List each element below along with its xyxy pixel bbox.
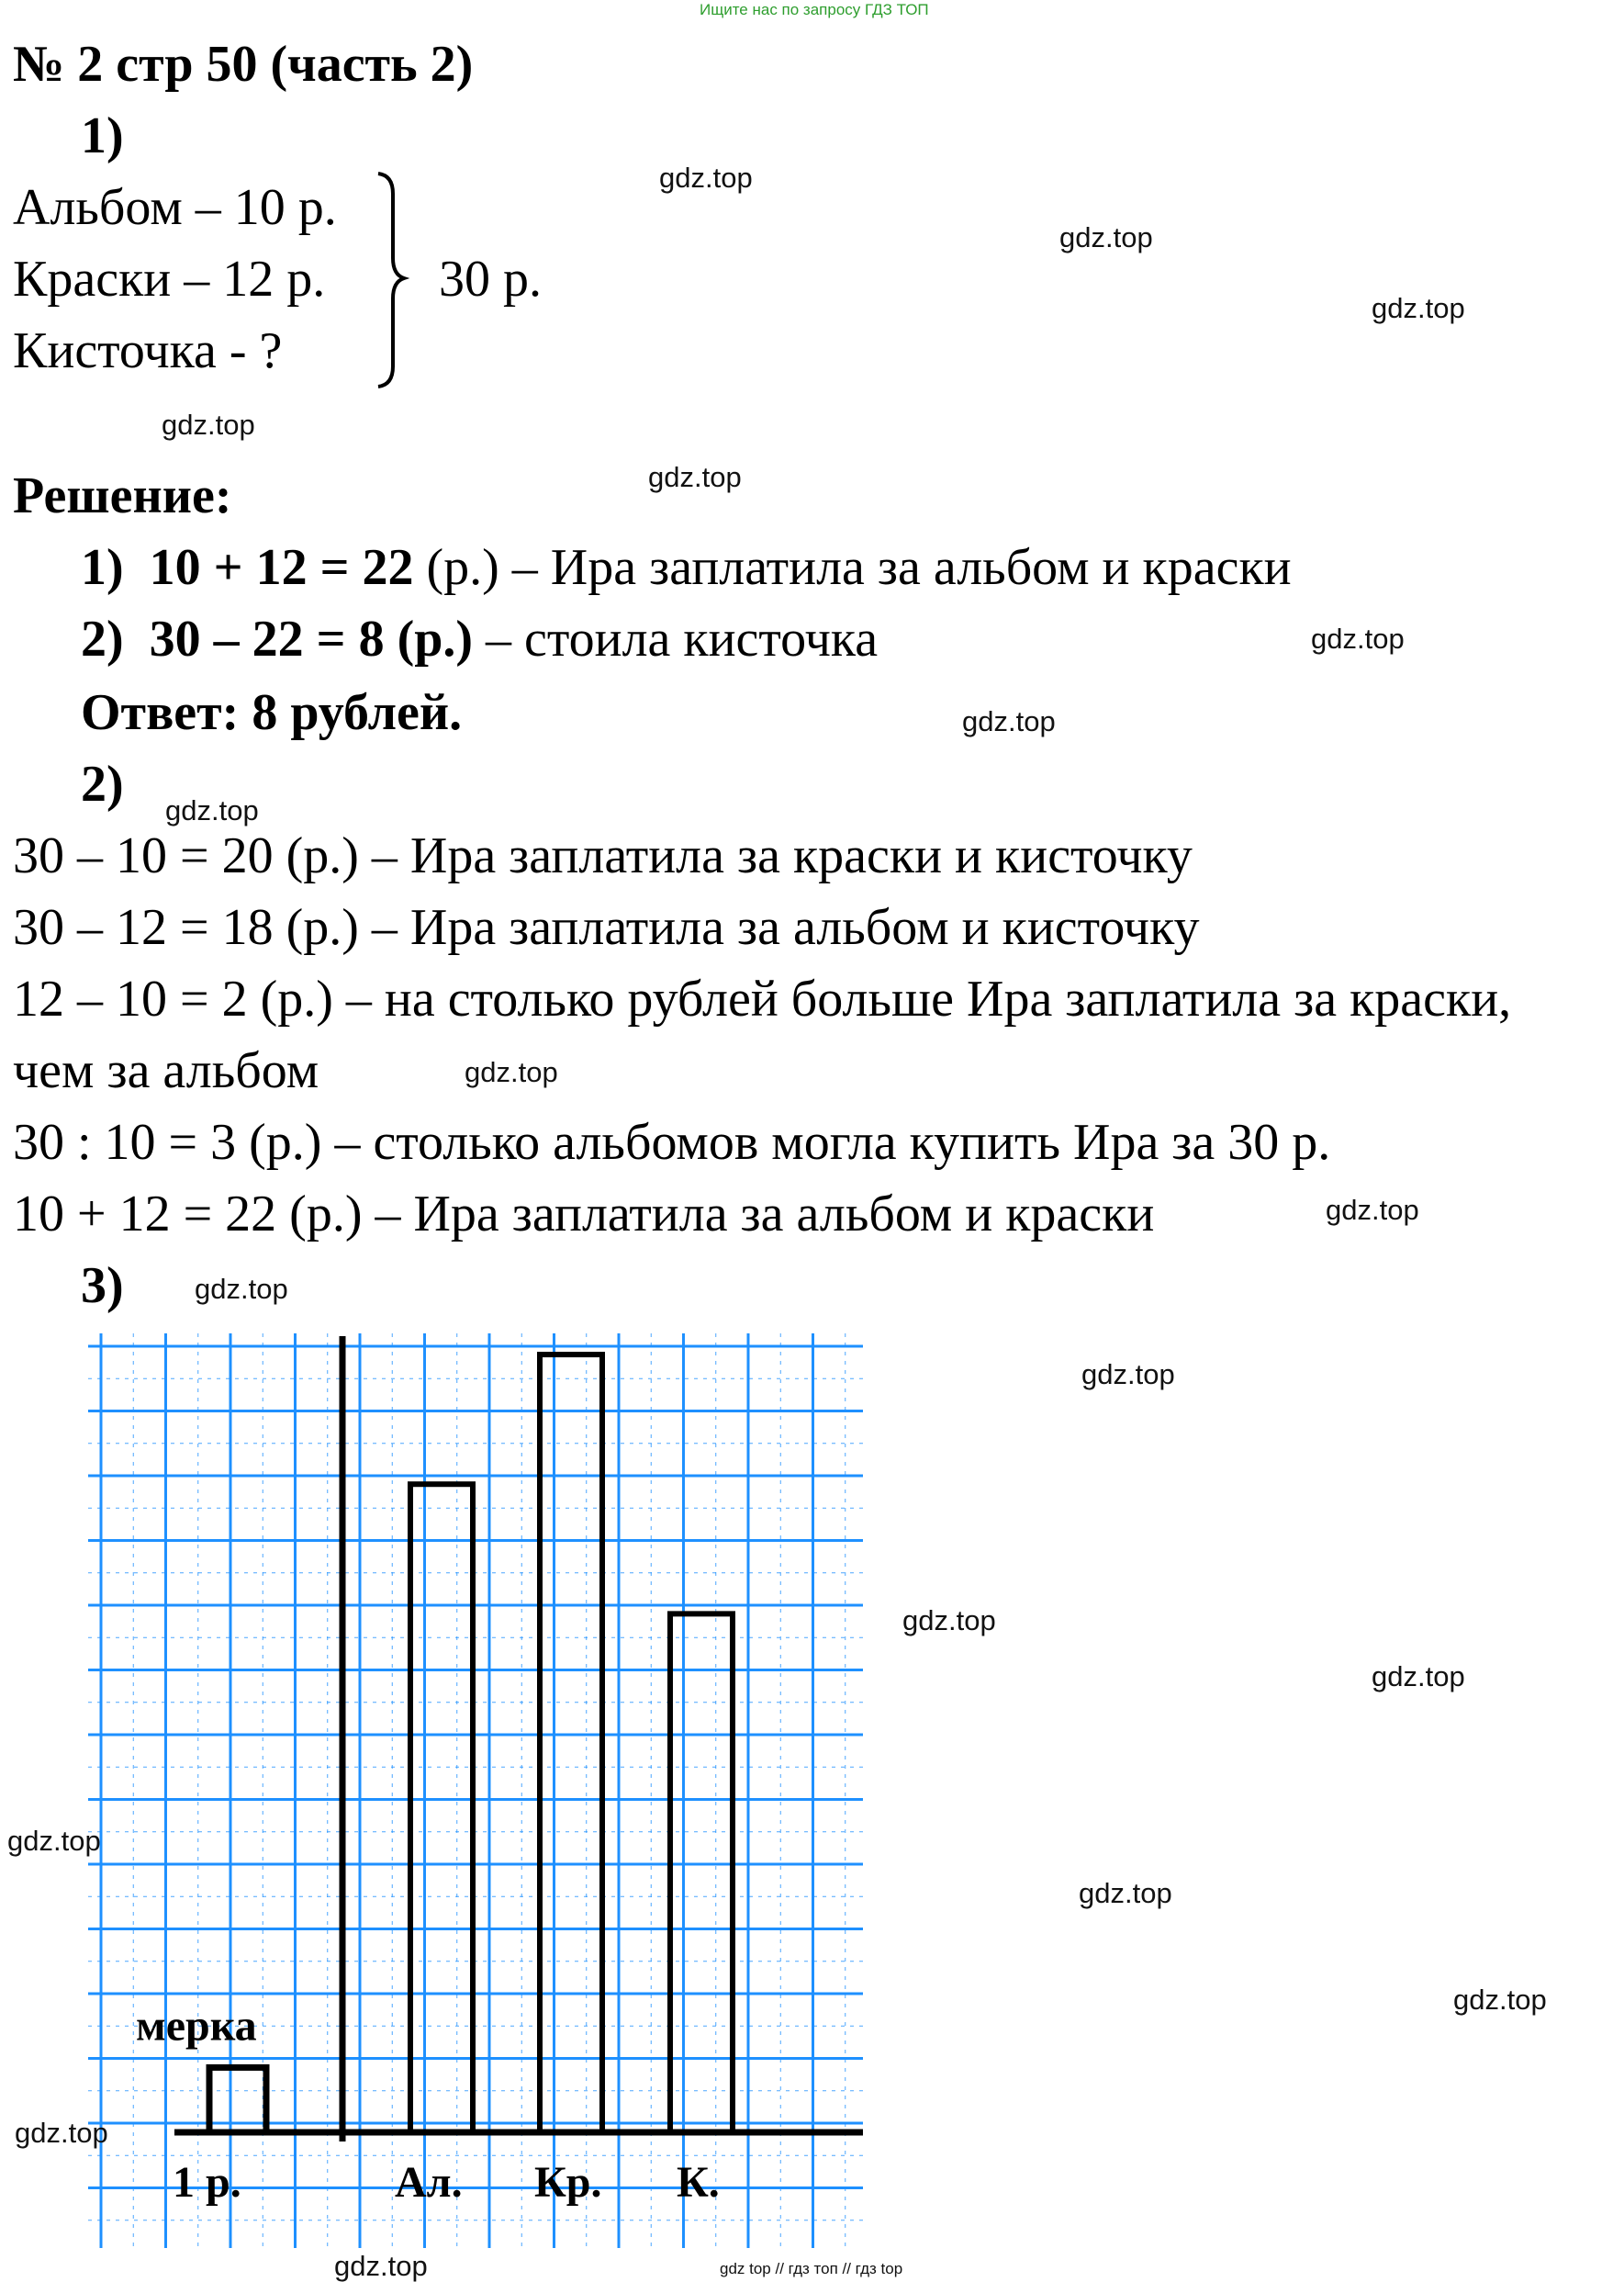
watermark: gdz.top [1079,1877,1172,1909]
bar-1 [410,1484,473,2132]
part1-label: 1) [81,107,124,164]
part2-line: 30 – 12 = 18 (р.) – Ира заплатила за альбом и кисточку [13,899,1200,956]
chart-bars [174,1336,863,2141]
given-brush: Кисточка - ? [13,322,283,379]
watermark: gdz.top [659,162,753,194]
watermark: gdz.top [1326,1194,1419,1226]
step2-text: – стоила кисточка [486,611,879,668]
part2-line: чем за альбом [13,1042,319,1099]
given-album: Альбом – 10 р. [13,179,337,236]
part2-line: 10 + 12 = 22 (р.) – Ира заплатила за альбом и краски [13,1186,1155,1242]
category-label: К. [677,2158,720,2207]
watermark: gdz.top [15,2117,108,2149]
watermark: gdz.top [465,1056,558,1088]
watermark: gdz.top [648,461,742,493]
part2-line: 30 : 10 = 3 (р.) – столько альбомов могла купить Ира за 30 р. [13,1114,1331,1171]
step1-number: 1) [81,539,124,596]
category-label: Ал. [395,2158,463,2207]
step1-expression: 10 + 12 = 22 [149,539,414,596]
answer: Ответ: 8 рублей. [81,684,463,741]
bar-3 [670,1613,733,2132]
step2-number: 2) [81,611,124,668]
watermark: gdz.top [162,409,255,441]
part2-line: 30 – 10 = 20 (р.) – Ира заплатила за краски и кисточку [13,827,1193,884]
unit-measure-label: мерка [136,2001,257,2051]
part3-label: 3) [81,1257,124,1314]
watermark: gdz.top [334,2250,428,2282]
given-total: 30 р. [439,251,542,308]
unit-category-label: 1 р. [173,2158,241,2207]
bar-2 [540,1355,602,2132]
part2-line: 12 – 10 = 2 (р.) – на столько рублей больше Ира заплатила за краски, [13,971,1512,1028]
part2-label: 2) [81,756,124,813]
step2-expression: 30 – 22 = 8 (р.) [149,611,474,668]
watermark: gdz.top [1311,623,1405,655]
watermark: gdz.top [1453,1984,1547,2016]
step1-text: (р.) – Ира заплатила за альбом и краски [426,539,1292,596]
watermark: gdz.top [1059,221,1153,253]
bottom-note: gdz top // гдз топ // гдз top [720,2260,903,2277]
watermark: gdz.top [1372,1660,1465,1692]
watermark: gdz.top [195,1273,288,1305]
category-label: Кр. [534,2158,602,2207]
watermark: gdz.top [1081,1358,1175,1390]
solution-heading: Решение: [13,467,232,524]
chart-labels [136,2001,720,2207]
watermark: gdz.top [7,1825,101,1857]
top-search-note: Ищите нас по запросу ГДЗ ТОП [700,1,929,18]
watermark: gdz.top [902,1604,996,1636]
watermark: gdz.top [165,794,259,826]
page-title: № 2 стр 50 (часть 2) [13,36,474,93]
watermark: gdz.top [962,705,1056,737]
watermark: gdz.top [1372,292,1465,324]
given-paints: Краски – 12 р. [13,251,326,308]
